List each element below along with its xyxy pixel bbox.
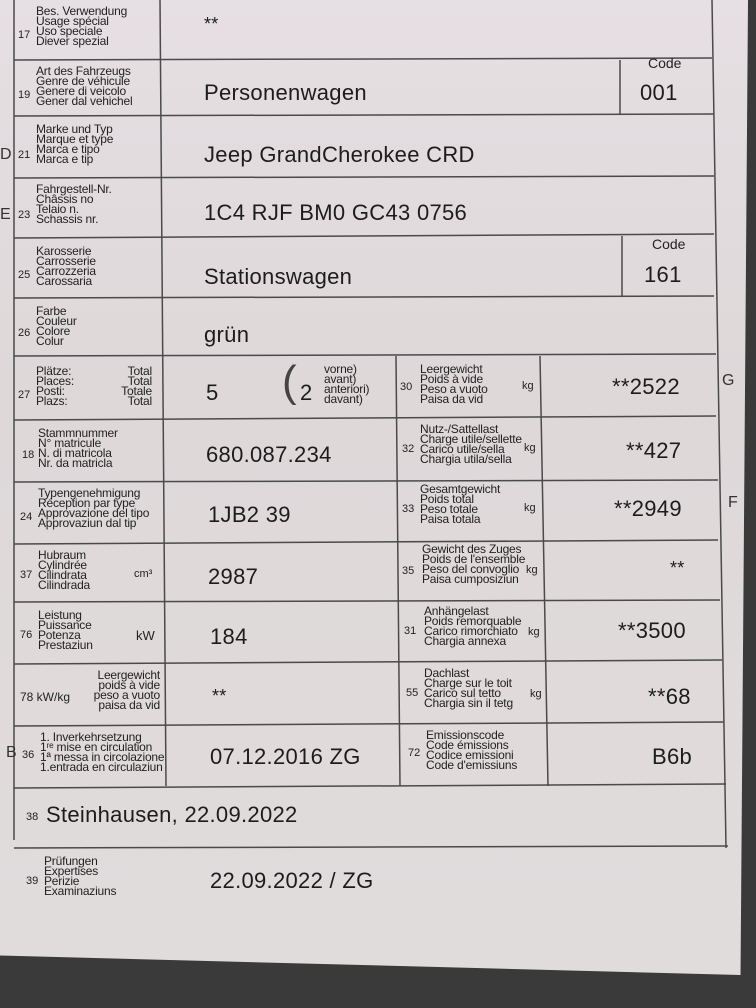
field-value-19: Personenwagen xyxy=(204,80,367,105)
field-label-72: Emissionscode Code émissions Codice emissioni Code d'emissiuns xyxy=(426,728,518,772)
field-value-25: Stationswagen xyxy=(204,264,353,289)
field-value-27: 5 xyxy=(206,380,219,405)
section-letter-f: F xyxy=(728,494,738,511)
field-number-24: 24 xyxy=(20,511,33,523)
code-label-25: Code xyxy=(652,236,686,252)
field-value-31: **3500 xyxy=(618,618,686,643)
field-number-76: 76 xyxy=(20,629,33,641)
field-value-36: 07.12.2016 ZG xyxy=(210,744,361,769)
field-number-21: 21 xyxy=(18,149,31,161)
unit-33: kg xyxy=(524,502,536,514)
field-label-19: Art des Fahrzeugs Genre de véhicule Genere di veicolo Gener dal vehichel xyxy=(36,64,133,108)
code-value-25: 161 xyxy=(644,262,682,287)
unit-37: cm³ xyxy=(134,568,153,580)
field-value-26: grün xyxy=(204,322,250,347)
field-value-33: **2949 xyxy=(614,496,682,521)
unit-32: kg xyxy=(524,442,536,454)
field-label-23: Fahrgestell-Nr. Châssis no Telaio n. Schassis nr. xyxy=(36,182,112,226)
section-letter-b: B xyxy=(6,744,17,761)
field-number-38: 38 xyxy=(26,811,39,823)
field-label-27: Plätze: Places: Posti: Plazs: xyxy=(36,364,74,408)
field-value-24: 1JB2 39 xyxy=(208,502,291,527)
field-number-37: 37 xyxy=(20,569,33,581)
unit-55: kg xyxy=(530,688,542,700)
field-label-18: Stammnummer N° matricule N. di matricola Nr. da matricla xyxy=(38,426,118,470)
section-letter-e: E xyxy=(0,206,11,223)
unit-35: kg xyxy=(526,564,538,576)
unit-31: kg xyxy=(528,626,540,638)
field-label-21: Marke und Typ Marque et type Marca e tipo Marca e tip xyxy=(36,122,114,166)
field-number-19: 19 xyxy=(18,89,31,101)
front-seats-labels: vorne) avant) anteriori) davant) xyxy=(324,362,370,406)
field-number-27: 27 xyxy=(18,389,31,401)
field-value-35: ** xyxy=(670,558,685,578)
field-label-25: Karosserie Carrosserie Carrozzeria Carossaria xyxy=(36,244,96,288)
field-value-21: Jeep GrandCherokee CRD xyxy=(204,142,475,167)
field-number-32: 32 xyxy=(402,443,415,455)
field-number-36: 36 xyxy=(22,749,35,761)
field-value-32: **427 xyxy=(626,438,682,463)
field-number-30: 30 xyxy=(400,381,413,393)
field-label-26: Farbe Couleur Colore Colur xyxy=(36,304,77,348)
code-label-19: Code xyxy=(648,55,682,71)
field-value-76: 184 xyxy=(210,624,248,649)
field-value-72: B6b xyxy=(652,744,693,769)
field-value-17: ** xyxy=(204,14,219,34)
section-letter-d: D xyxy=(0,146,12,163)
field-label-30: Leergewicht Poids à vide Peso a vuoto Paisa da vid xyxy=(420,362,488,406)
field-number-31: 31 xyxy=(404,625,417,637)
field-value-23: 1C4 RJF BM0 GC43 0756 xyxy=(204,200,468,225)
unit-76: kW xyxy=(136,628,155,643)
field-label-33: Gesamtgewicht Poids total Peso totale Paisa totala xyxy=(420,482,501,526)
front-seats-value: 2 xyxy=(300,380,313,405)
field-label-17: Bes. Verwendung Usage spécial Uso speciale Diever spezial xyxy=(36,4,128,48)
field-label-76: Leistung Puissance Potenza Prestaziun xyxy=(38,608,93,652)
field-value-18: 680.087.234 xyxy=(206,442,332,467)
bracket-open: ( xyxy=(282,357,297,406)
field-number-17: 17 xyxy=(18,29,31,41)
field-number-18: 18 xyxy=(22,449,35,461)
unit-30: kg xyxy=(522,380,534,392)
field-number-26: 26 xyxy=(18,327,31,339)
field-number-25: 25 xyxy=(18,269,31,281)
field-label-37: Hubraum Cylindrée Cilindrata Cilindrada xyxy=(38,548,91,592)
section-letter-g: G xyxy=(722,372,735,389)
field-number-39: 39 xyxy=(26,875,39,887)
field-label-35: Gewicht des Zuges Poids de l'ensemble Peso del convoglio Paisa cumposiziun xyxy=(422,542,526,586)
field-label-39: Prüfungen Expertises Perizie Examinaziuns xyxy=(44,854,117,898)
code-value-19: 001 xyxy=(640,80,678,105)
field-number-72: 72 xyxy=(408,747,421,759)
field-label-32: Nutz-/Sattellast Charge utile/sellette Carico utile/sella Chargia utila/sella xyxy=(420,422,522,466)
field-label-31: Anhängelast Poids remorquable Carico rimorchiato Chargia annexa xyxy=(424,604,522,648)
field-value-30: **2522 xyxy=(612,374,680,399)
field-label-24: Typengenehmigung Réception par type Approvazione del tipo Approvaziun dal tip xyxy=(38,486,150,530)
total-labels-27: Total Total Totale Total xyxy=(121,364,152,408)
field-label-55: Dachlast Charge sur le toit Carico sul tetto Chargia sin il tetg xyxy=(424,666,513,710)
field-label-36: 1. Inverkehrsetzung 1ʳᵉ mise en circulation 1ª messa in circolazione 1.entrada en circulaziun xyxy=(40,730,165,774)
field-number-23: 23 xyxy=(18,209,31,221)
field-number-35: 35 xyxy=(402,565,415,577)
field-value-39: 22.09.2022 / ZG xyxy=(210,868,374,893)
field-number-33: 33 xyxy=(402,503,415,515)
field-value-55: **68 xyxy=(648,684,691,709)
field-number-78: 78 kW/kg xyxy=(20,690,71,704)
field-value-38: Steinhausen, 22.09.2022 xyxy=(46,802,298,827)
field-number-55: 55 xyxy=(406,687,419,699)
field-value-37: 2987 xyxy=(208,564,259,589)
field-value-78: ** xyxy=(212,686,227,706)
field-label-78: Leergewicht poids à vide peso a vuoto paisa da vid xyxy=(93,668,160,712)
